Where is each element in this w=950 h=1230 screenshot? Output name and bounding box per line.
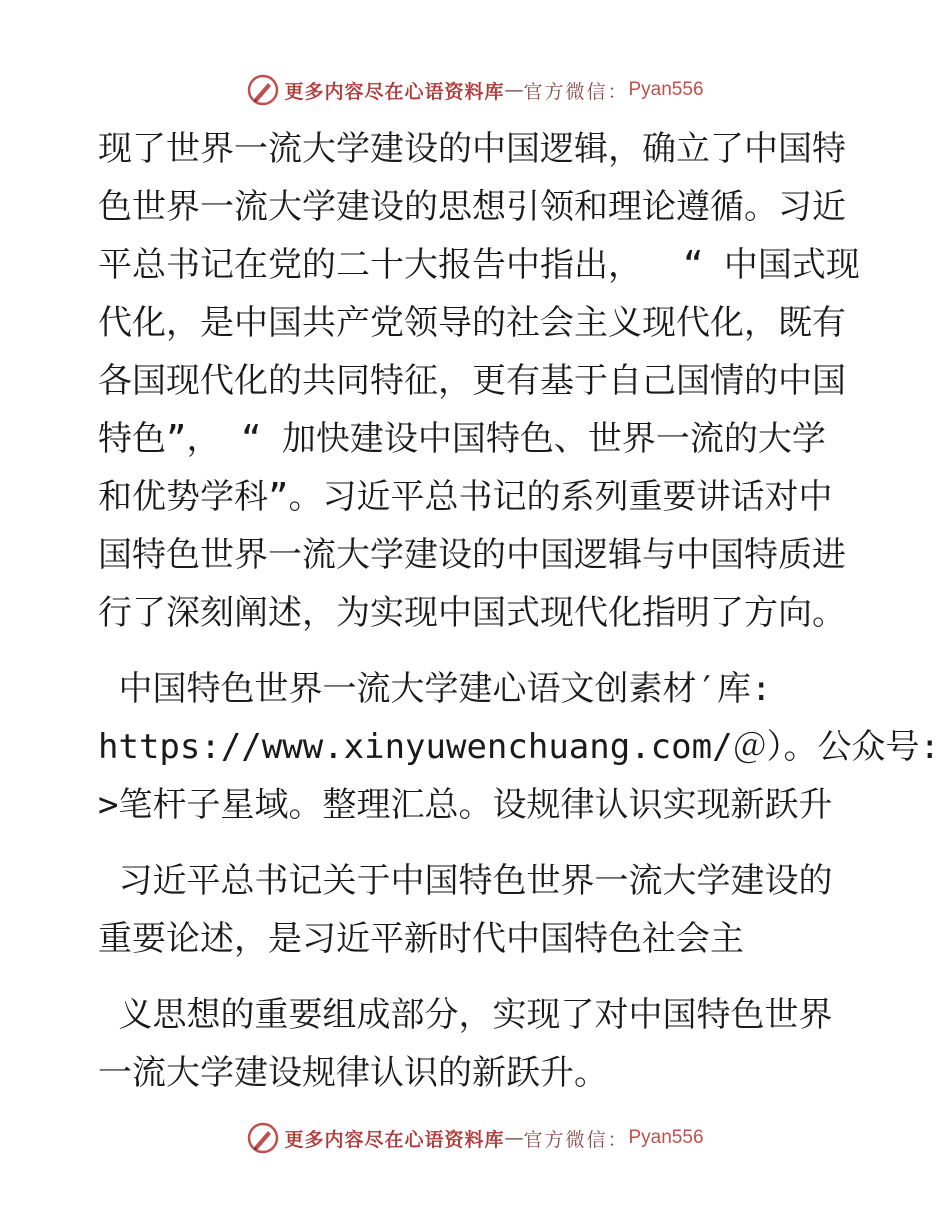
pen-logo-icon	[246, 1121, 280, 1155]
text-line: 各国现代化的共同特征，更有基于自己国情的中国	[98, 361, 846, 401]
banner-subtitle: 官方微信：	[523, 1128, 629, 1151]
text-line: 现了世界一流大学建设的中国逻辑，确立了中国特	[98, 129, 846, 169]
footer-banner	[0, 1118, 950, 1158]
paragraph	[98, 852, 858, 968]
text-line: 色世界一流大学建设的思想引领和理论遵循。习近	[98, 187, 846, 227]
paragraph	[98, 120, 858, 642]
header-banner	[0, 70, 950, 110]
text-line: 代化，是中国共产党领导的社会主义现代化，既有	[98, 303, 846, 343]
text-line: 义思想的重要组成部分，实现了对中国特色世界	[98, 995, 833, 1035]
text-line: 一流大学建设规律认识的新跃升。	[98, 1053, 608, 1093]
text-line: 习近平总书记关于中国特色世界一流大学建设的	[98, 861, 833, 901]
text-line: 中国特色世界一流大学建心语文创素材′库:	[98, 669, 772, 709]
pen-logo-icon	[246, 73, 280, 107]
text-line: 特色”， “ 加快建设中国特色、世界一流的大学	[98, 419, 826, 459]
text-line: 国特色世界一流大学建设的中国逻辑与中国特质进	[98, 535, 846, 575]
document-body	[98, 120, 941, 1102]
text-line: 和优势学科”。习近平总书记的系列重要讲话对中	[98, 477, 833, 517]
text-line: >笔杆子星域。整理汇总。设规律认识实现新跃升	[98, 785, 833, 825]
text-line: 行了深刻阐述，为实现中国式现代化指明了方向。	[98, 593, 846, 633]
banner-subtitle: 官方微信：	[523, 80, 629, 103]
text-line: 平总书记在党的二十大报告中指出， “ 中国式现	[98, 245, 860, 285]
text-line: https://www.xinyuwenchuang.com/＠）。公众号:	[98, 727, 941, 767]
banner-wechat-id: Pyan556	[628, 1127, 704, 1148]
banner-title: 更多内容尽在心语资料库	[284, 80, 505, 103]
paragraph	[98, 986, 858, 1102]
banner-separator: —	[504, 79, 524, 101]
paragraph	[98, 660, 941, 834]
banner-wechat-id: Pyan556	[628, 79, 704, 100]
text-line: 重要论述，是习近平新时代中国特色社会主	[98, 919, 744, 959]
banner-separator: —	[504, 1127, 524, 1149]
banner-title: 更多内容尽在心语资料库	[284, 1128, 505, 1151]
